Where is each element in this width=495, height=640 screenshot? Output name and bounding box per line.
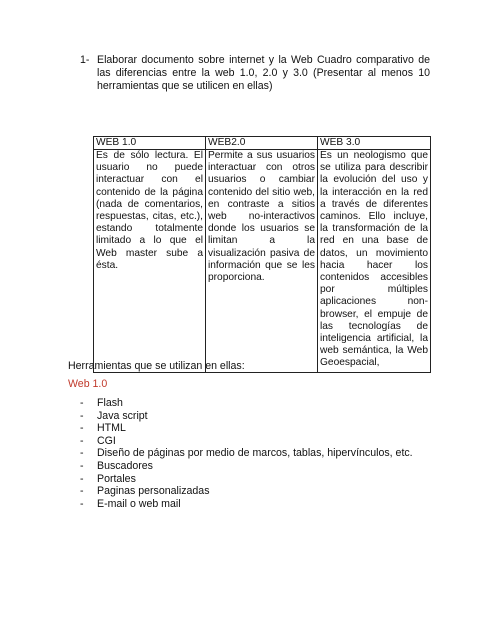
bullet-dash: - xyxy=(80,434,84,447)
list-item-text: Portales xyxy=(97,472,136,485)
cell-web2: Permite a sus usuarios interactuar con otros usuarios o cambiar contenido del sitio web, en contraste a sitios web no-interactivos donde los usuarios se limitan a la visualización pasiva de información que se les proporciona. xyxy=(206,150,318,373)
header-web2: WEB2.0 xyxy=(206,137,318,150)
header-web3: WEB 3.0 xyxy=(318,137,431,150)
bullet-dash: - xyxy=(80,497,84,510)
list-item-text: E-mail o web mail xyxy=(97,497,181,510)
list-item-text: HTML xyxy=(97,422,126,435)
table-header-row xyxy=(94,137,431,150)
list-item xyxy=(80,485,413,498)
list-item xyxy=(80,422,413,435)
tools-list xyxy=(80,397,413,510)
header-web1: WEB 1.0 xyxy=(94,137,206,150)
list-item xyxy=(80,447,413,460)
section-title-web1: Web 1.0 xyxy=(68,378,108,390)
list-item-text: CGI xyxy=(97,434,116,447)
comparison-table xyxy=(93,136,431,373)
task-text: Elaborar documento sobre internet y la Web Cuadro comparativo de las diferencias entre la web 1.0, 2.0 y 3.0 (Presentar al menos 10 herramientas que se utilicen en ellas) xyxy=(97,54,430,92)
bullet-dash: - xyxy=(80,422,84,435)
list-item-text: Buscadores xyxy=(97,459,153,472)
list-item xyxy=(80,410,413,423)
list-item xyxy=(80,397,413,410)
list-item-text: Java script xyxy=(97,409,148,422)
cell-web3: Es un neologismo que se utiliza para describir la evolución del uso y la interacción en la red a través de diferentes caminos. Ello incluye, la transformación de la red en una base de datos, un movimiento hacia hacer los contenidos accesibles por múltiples aplicaciones non-browser, el empuje de las tecnologías de inteligencia artificial, la web semántica, la Web Geoespacial, xyxy=(318,150,431,373)
bullet-dash: - xyxy=(80,397,84,409)
task-paragraph xyxy=(80,54,430,93)
bullet-dash: - xyxy=(80,485,84,498)
list-item-text: Paginas personalizadas xyxy=(97,485,210,498)
bullet-dash: - xyxy=(80,447,84,460)
bullet-dash: - xyxy=(80,459,84,472)
table-row xyxy=(94,150,431,373)
list-item xyxy=(80,498,413,511)
tools-heading: Herramientas que se utilizan en ellas: xyxy=(68,360,245,372)
list-item xyxy=(80,460,413,473)
task-number: 1- xyxy=(80,54,90,66)
list-item-text: Flash xyxy=(97,397,123,409)
list-item xyxy=(80,435,413,448)
bullet-dash: - xyxy=(80,409,84,422)
list-item xyxy=(80,473,413,486)
list-item-text: Diseño de páginas por medio de marcos, tablas, hipervínculos, etc. xyxy=(97,447,413,460)
bullet-dash: - xyxy=(80,472,84,485)
cell-web1: Es de sólo lectura. El usuario no puede interactuar con el contenido de la página (nada de comentarios, respuestas, citas, etc.), estando totalmente limitado a lo que el Web master sube a ésta. xyxy=(94,150,206,373)
